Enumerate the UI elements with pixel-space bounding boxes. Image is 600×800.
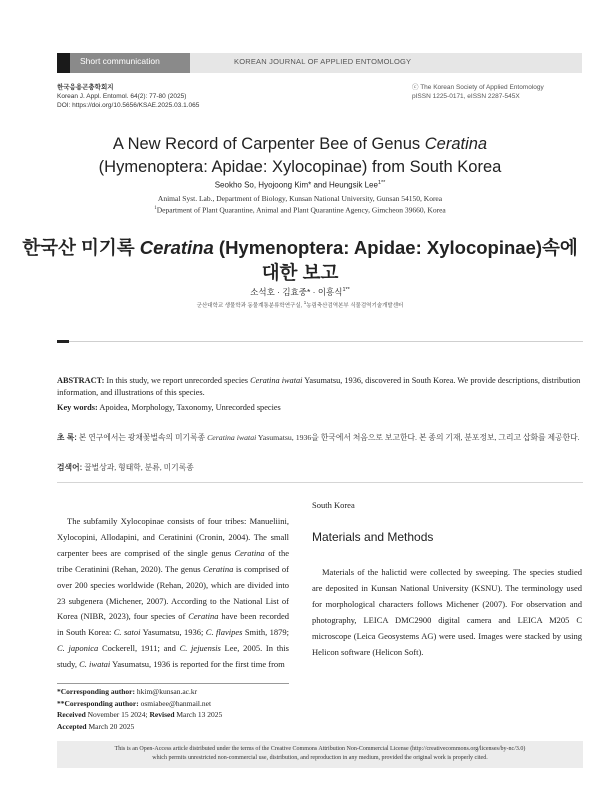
footnote-rule xyxy=(57,683,289,684)
authors-english: Seokho So, Hyojoong Kim* and Heungsik Lee$^{1**}$ xyxy=(214,180,386,190)
accepted-date: Accepted March 20 2025 xyxy=(57,721,135,731)
abstract: ABSTRACT: In this study, we report unrecorded species Ceratina iwatai Yasumatsu, 1936, discovered in South Korea. We provide descriptions, distribution information, and illustrations of this species. xyxy=(57,376,581,397)
citation-block xyxy=(57,83,199,110)
received-revised-dates: Received November 15 2024; Revised March 13 2025 xyxy=(57,710,223,719)
article-title-english: A New Record of Carpenter Bee of Genus Ceratina (Hymenoptera: Apidae: Xylocopinae) from South Korea xyxy=(98,135,502,176)
body-paragraph-continued: South Korea xyxy=(312,500,355,510)
divider xyxy=(57,341,583,342)
corresponding-author-1: *Corresponding author: hkim@kunsan.ac.kr xyxy=(57,687,198,696)
article-title-korean: 한국산 미기록 Ceratina (Hymenoptera: Apidae: Xylocopinae)속에 대한 보고 xyxy=(22,237,578,283)
journal-name-korean: 한국응용곤충학회지 xyxy=(57,84,114,91)
license-text: This is an Open-Access article distributed under the terms of the Creative Commons Attribution Non-Commercial License (http://creativecommons.org/licenses/by-nc/3.0) which permits unrestricted non-commercial use, distribution, and reproduction in any medium, provided the original work is properly cited. xyxy=(114,746,526,761)
doi-link[interactable]: DOI: https://doi.org/10.5656/KSAE.2025.03.1.065 xyxy=(57,102,200,109)
affiliations: Animal Syst. Lab., Department of Biology, Kunsan National University, Gunsan 54150, Korea $^1$Department of Plant Quarantine, Animal and Plant Quarantine Agency, Gimcheon 39660, Korea xyxy=(154,194,446,215)
body-paragraph-methods: Materials of the halictid were collected by sweeping. The species studied are deposited in Kunsan National University (KSNU). The terminology used for morphological characters follows Michener (2007). For observation and photography, LEICA DMC2900 digital camera and LEICA M205 C microscope (Leica Geosystems AG) were used. Images were stacked by using Helicon software (Helicon Soft). xyxy=(312,567,582,657)
journal-name: KOREAN JOURNAL OF APPLIED ENTOMOLOGY xyxy=(234,57,412,66)
abstract-korean: 초 록: 본 연구에서는 광채꽃벌속의 미기록종 Ceratina iwatai Yasumatsu, 1936을 한국에서 처음으로 보고한다. 본 종의 기재, 분포정보, 그리고 삽화를 제공한다. xyxy=(57,433,580,442)
society-copyright: ⓒ The Korean Society of Applied Entomology xyxy=(412,84,544,91)
keywords-korean: 검색어: 꿀벌상과, 형태학, 분류, 미기록종 xyxy=(57,463,194,472)
section-heading-materials-methods: Materials and Methods xyxy=(312,530,434,544)
divider-marker xyxy=(57,340,69,343)
header-marker xyxy=(57,53,70,73)
divider xyxy=(57,482,583,483)
issn: pISSN 1225-0171, eISSN 2287-545X xyxy=(412,93,520,100)
keywords: Key words: Apoidea, Morphology, Taxonomy, Unrecorded species xyxy=(57,403,281,412)
authors-korean: 소석호 · 김효중* · 이흥식$^{1**}$ xyxy=(250,287,350,297)
corresponding-author-2: **Corresponding author: osmiabee@hanmail.net xyxy=(57,698,212,708)
citation: Korean J. Appl. Entomol. 64(2): 77-80 (2025) xyxy=(57,93,187,100)
footnotes xyxy=(57,686,222,732)
body-paragraph-intro: The subfamily Xylocopinae consists of four tribes: Manueliini, Xylocopini, Allodapini, and Ceratinini (Cronin, 2004). The small carpenter bees are comprised of the single genus Ceratina of the tribe Ceratinini (Rehan, 2020). The genus Ceratina is comprised of over 200 species worldwide (Rehan, 2020), which are divided into 23 subgenera (Michener, 2007). According to the National List of Korea (NIBR, 2023), four species of Ceratina have been recorded in South Korea: C. satoi Yasumatsu, 1936; C. flavipes Smith, 1879; C. japonica Cockerell, 1911; and C. jejuensis Lee, 2005. In this study, C. iwatai Yasumatsu, 1936 is reported for the first time from xyxy=(57,516,290,670)
affiliations-korean: 군산대학교 생물학과 동물계통분류학연구실, $^1$농림축산검역본부 식물검역기술개발센터 xyxy=(196,300,404,309)
copyright-block xyxy=(412,83,544,101)
section-label: Short communication xyxy=(80,56,160,66)
